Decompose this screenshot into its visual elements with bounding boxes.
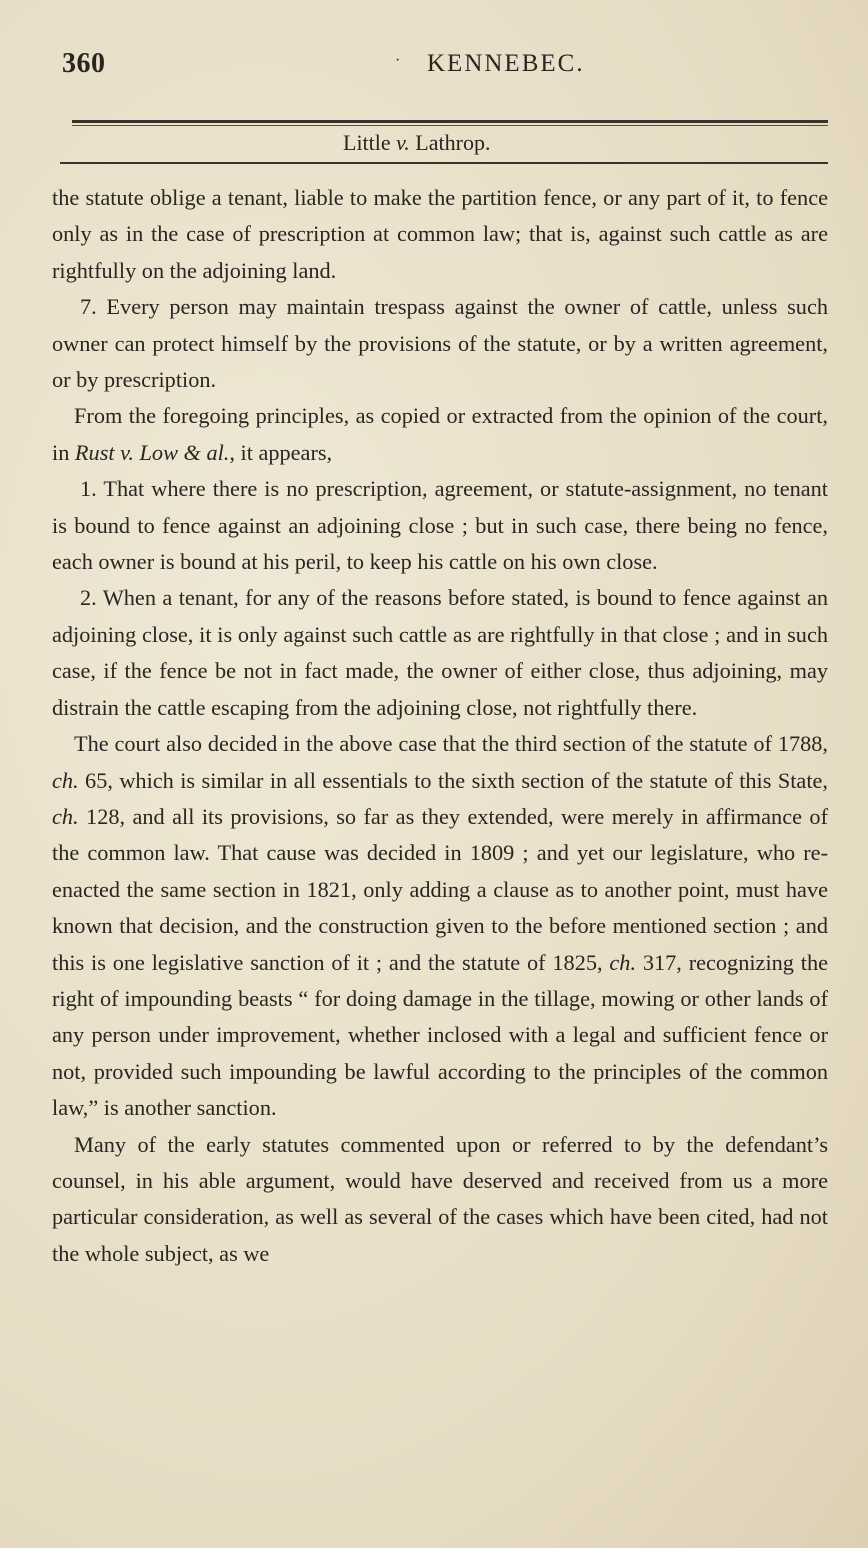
header-rule-top (72, 120, 828, 123)
case-title: Little v. Lathrop. (343, 130, 491, 155)
running-head: KENNEBEC. (427, 50, 585, 77)
header-rule-bottom (60, 162, 828, 164)
page-header (62, 48, 822, 88)
header-ornament: · (395, 52, 401, 69)
paragraph-point-7: 7. Every person may maintain trespass against the owner of cattle, unless such owner can protect himself by the provisions of the statute, or by a written agreement, or by prescription. (52, 294, 828, 393)
case-citation: Rust v. Low & al. (74, 439, 230, 465)
paragraph-point-1: 1. That where there is no prescription, agreement, or statute-assignment, no tenant is bound to fence against an adjoining close ; but in such case, there being no fence, each owner is bound at his peril, to keep his cattle on his own close. (52, 476, 828, 575)
paragraph-court-decision: The court also decided in the above case that the third section of the statute of 1788, ch. 65, which is similar in all essentials to the sixth section of the statute of this State, ch. 128, and all its provisions, so far as they extended, were merely in affirmance of the common law. That cause was decided in 1809 ; and yet our legislature, who re-enacted the same section in 1821, only adding a clause as to another point, must have known that decision, and the construction given to the before mentioned section ; and this is one legislative sanction of it ; and the statute of 1825, ch. 317, recognizing the right of impounding beasts “ for doing damage in the tillage, mowing or other lands of any person under improvement, whether inclosed with a legal and sufficient fence or not, provided such impounding be lawful according to the principles of the common law,” is another sanction. (52, 731, 828, 1121)
body-text (52, 180, 828, 1272)
paragraph-early-statutes: Many of the early statutes commented upon or referred to by the defendant’s counsel, in his able argument, would have deserved and received from us a more particular consideration, as well as several of the cases which have been cited, had not the whole subject, as we (52, 1131, 828, 1266)
paragraph-continuation: the statute oblige a tenant, liable to make the partition fence, or any part of it, to fence only as in the case of prescription at common law; that is, against such cattle as are rightfully on the adjoining land. (52, 185, 828, 283)
paragraph-principles: From the foregoing principles, as copied or extracted from the opinion of the court, in Rust v. Low & al., it appears, (52, 403, 828, 465)
paragraph-point-2: 2. When a tenant, for any of the reasons before stated, is bound to fence against an adjoining close, it is only against such cattle as are rightfully in that close ; and in such case, if the fence be not in fact made, the owner of either close, thus adjoining, may distrain the cattle escaping from the adjoining close, not rightfully there. (52, 585, 828, 720)
page-number: 360 (62, 48, 106, 79)
header-rule-top-thin (72, 125, 828, 126)
